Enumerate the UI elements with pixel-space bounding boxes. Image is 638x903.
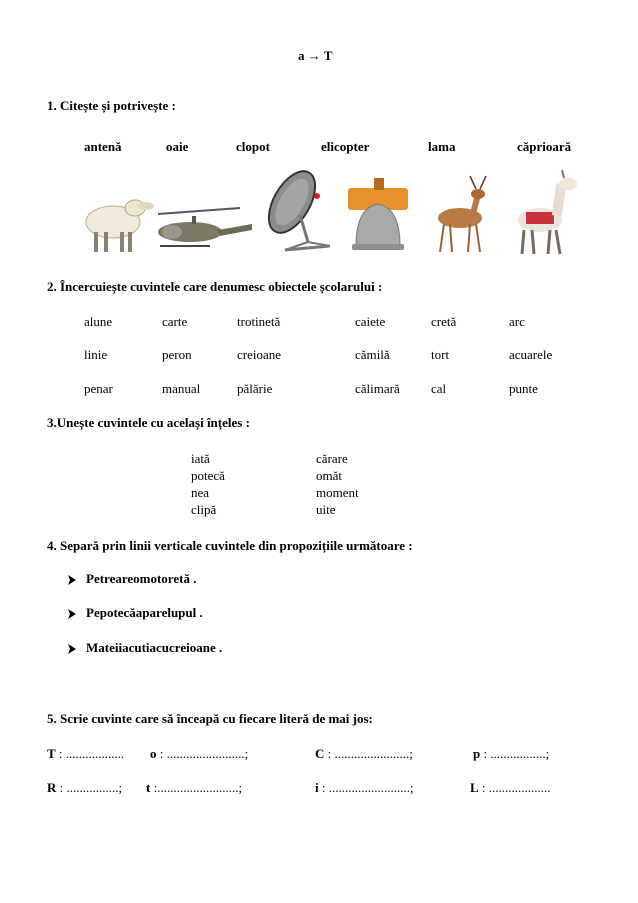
ex5-letter: p — [473, 746, 481, 761]
arrow-bullet-icon — [67, 575, 77, 585]
ex2-word: arc — [509, 314, 525, 329]
ex1-images — [80, 160, 590, 260]
ex5-blank[interactable]: : ................; — [56, 780, 123, 795]
ex1-title: 1. Citește și potrivește : — [47, 98, 176, 113]
ex5-blank[interactable]: : .................; — [480, 746, 550, 761]
ex2-word: creioane — [237, 347, 282, 362]
ex2-word: alune — [84, 314, 113, 329]
ex5-fill — [473, 746, 549, 762]
ex2-word: manual — [162, 381, 201, 396]
ex1-word: oaie — [166, 139, 189, 154]
ex3-left-word: potecă — [191, 468, 225, 483]
ex2-word: punte — [509, 381, 538, 396]
ex5-fill — [470, 780, 551, 796]
helicopter-icon — [158, 208, 252, 246]
ex5-letter: R — [47, 780, 57, 795]
ex2-word: cal — [431, 381, 447, 396]
ex2-word: tort — [431, 347, 450, 362]
ex5-letter: T — [47, 746, 56, 761]
bell-icon — [348, 178, 408, 250]
llama-icon — [518, 170, 577, 254]
arrow-bullet-icon — [67, 609, 77, 619]
deer-icon — [438, 176, 486, 252]
ex2-word: cămilă — [355, 347, 390, 362]
ex2-title: 2. Încercuiește cuvintele care denumesc obiectele școlarului : — [47, 279, 383, 294]
ex3-left-word: clipă — [191, 502, 217, 517]
ex5-blank[interactable]: : .......................; — [324, 746, 413, 761]
ex2-word: pălărie — [237, 381, 273, 396]
ex5-letter: L — [470, 780, 479, 795]
ex5-blank[interactable]: : .................. — [55, 746, 125, 761]
ex4-title: 4. Separă prin linii verticale cuvintele din propozițiile următoare : — [47, 538, 413, 553]
ex5-blank[interactable]: : ................... — [478, 780, 551, 795]
ex5-blank[interactable]: : ........................; — [156, 746, 249, 761]
ex5-fill — [315, 780, 414, 796]
ex2-word: acuarele — [509, 347, 553, 362]
ex2-word: peron — [162, 347, 192, 362]
ex2-word: cretă — [431, 314, 457, 329]
ex1-word: clopot — [236, 139, 270, 154]
ex5-letter: i — [315, 780, 319, 795]
ex5-blank[interactable]: : .........................; — [318, 780, 414, 795]
ex2-word: călimară — [355, 381, 400, 396]
arrow-bullet-icon — [67, 644, 77, 654]
ex2-word: caiete — [355, 314, 386, 329]
ex3-right-word: uite — [316, 502, 336, 517]
antenna-icon — [259, 164, 330, 250]
ex3-title: 3.Unește cuvintele cu același înțeles : — [47, 415, 250, 430]
ex4-sentence: Petreareomotoretă . — [86, 571, 197, 586]
ex2-word: linie — [84, 347, 108, 362]
ex5-title: 5. Scrie cuvinte care să înceapă cu fiecare literă de mai jos: — [47, 711, 373, 726]
ex5-letter: o — [150, 746, 157, 761]
ex5-blank[interactable]: :.........................; — [150, 780, 243, 795]
ex1-word: căprioară — [517, 139, 572, 154]
ex3-left-word: iată — [191, 451, 210, 466]
ex1-word: antenă — [84, 139, 122, 154]
ex3-right-word: cărare — [316, 451, 348, 466]
ex2-word: carte — [162, 314, 188, 329]
ex4-sentence: Pepotecăaparelupul . — [86, 605, 203, 620]
ex5-fill — [150, 746, 248, 762]
ex1-word: elicopter — [321, 139, 370, 154]
ex3-right-word: omăt — [316, 468, 342, 483]
ex2-word: trotinetă — [237, 314, 281, 329]
ex1-word: lama — [428, 139, 456, 154]
ex5-fill — [146, 780, 242, 796]
ex3-right-word: moment — [316, 485, 359, 500]
ex5-letter: t — [146, 780, 151, 795]
page-header: a → T — [298, 48, 333, 63]
ex3-left-word: nea — [191, 485, 210, 500]
ex5-fill — [315, 746, 413, 762]
ex4-sentence: Mateiiacutiacucreioane . — [86, 640, 223, 655]
ex2-word: penar — [84, 381, 113, 396]
ex5-letter: C — [315, 746, 325, 761]
ex5-fill — [47, 780, 122, 796]
ex5-fill — [47, 746, 124, 762]
sheep-icon — [86, 200, 154, 252]
